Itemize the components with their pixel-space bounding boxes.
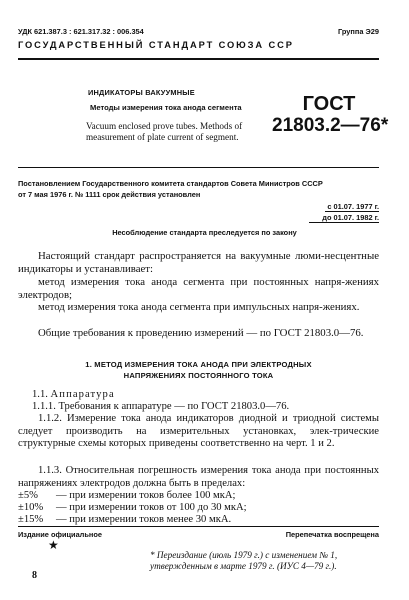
clause-1-1-number: 1.1. <box>32 389 48 400</box>
gost-label: ГОСТ <box>302 93 356 115</box>
title-en: Vacuum enclosed prove tubes. Methods of measurement of plate current of segment. <box>86 121 243 142</box>
effective-date-from: с 01.07. 1977 г. <box>327 202 379 211</box>
decree-line-2: от 7 мая 1976 г. № 1111 срок действия установлен <box>18 190 201 199</box>
group-code: Группа Э29 <box>337 27 379 36</box>
gost-number: 21803.2—76* <box>272 115 389 136</box>
paragraph-intro-text: Настоящий стандарт распространяется на вакуумные люми-несцентные индикаторы и устанавливает: <box>18 250 379 275</box>
accuracy-tolerance: ±15% <box>18 514 44 525</box>
accuracy-item <box>18 490 379 503</box>
star-icon: ★ <box>48 538 59 552</box>
reissue-footnote: * Переиздание (июль 1979 г.) с изменением № 1, утвержденным в марте 1979 г. (ИУС 4—79 г.). <box>150 550 338 572</box>
accuracy-tolerance: ±5% <box>18 490 38 501</box>
clause-1-1 <box>32 389 393 402</box>
paragraph-method-2 <box>18 301 379 314</box>
clause-1-1-3-text: 1.1.3. Относительная погрешность измерения тока анода при постоянных напряжениях электродов должна быть в пределах: <box>18 465 379 489</box>
section-1-heading <box>18 359 379 382</box>
effective-date-to: до 01.07. 1982 г. <box>322 213 379 222</box>
udk-code: УДК 621.387.3 : 621.317.32 : 006.354 <box>18 27 144 36</box>
title-ru: ИНДИКАТОРЫ ВАКУУМНЫЕ <box>88 88 195 97</box>
paragraph-method-2-text: метод измерения тока анода сегмента при импульсных напря-жениях. <box>38 301 360 313</box>
noncompliance-notice: Несоблюдение стандарта преследуется по закону <box>112 228 297 237</box>
accuracy-tolerance: ±10% <box>18 502 44 513</box>
accuracy-condition: — при измерении токов от 100 до 30 мкА; <box>56 502 247 513</box>
decree-line-1: Постановлением Государственного комитета стандартов Совета Министров СССР <box>18 179 323 188</box>
paragraph-general-requirements <box>18 327 379 340</box>
subtitle-ru: Методы измерения тока анода сегмента <box>90 103 242 112</box>
accuracy-condition: — при измерении токов менее 30 мкА. <box>56 514 232 525</box>
date-to-underline <box>309 222 379 223</box>
reprint-prohibited-label: Перепечатка воспрещена <box>285 530 379 539</box>
official-edition-label: Издание официальное <box>18 530 103 539</box>
accuracy-item <box>18 514 379 527</box>
section-1-heading-line-1: 1. МЕТОД ИЗМЕРЕНИЯ ТОКА АНОДА ПРИ ЭЛЕКТРОДНЫХ <box>85 360 312 369</box>
title-rule <box>18 167 379 168</box>
clause-1-1-title: Аппаратура <box>50 389 115 400</box>
clause-1-1-3 <box>18 465 379 490</box>
clause-1-1-2-text: 1.1.2. Измерение тока анода индикаторов диодной и триодной системы следует производить на измерительных установках, элек-трические структурные схемы которых приведены соответственно на черт. 1 и 2. <box>18 413 379 450</box>
footer-rule <box>18 526 379 527</box>
clause-1-1-2 <box>18 413 379 451</box>
standard-header: ГОСУДАРСТВЕННЫЙ СТАНДАРТ СОЮЗА ССР <box>18 40 294 50</box>
header-rule <box>18 58 379 60</box>
date-from-underline <box>325 211 379 212</box>
paragraph-method-1 <box>18 276 379 301</box>
paragraph-intro <box>18 250 379 275</box>
page-number: 8 <box>32 570 37 581</box>
paragraph-method-1-text: метод измерения тока анода сегмента при постоянных напря-жениях электродов; <box>18 276 379 301</box>
section-1-heading-line-2: НАПРЯЖЕНИЯХ ПОСТОЯННОГО ТОКА <box>123 371 274 381</box>
paragraph-general-text: Общие требования к проведению измерений — по ГОСТ 21803.0—76. <box>38 327 364 339</box>
accuracy-item <box>18 502 379 515</box>
accuracy-condition: — при измерении токов более 100 мкА; <box>56 490 236 501</box>
clause-1-1-1: 1.1.1. Требования к аппаратуре — по ГОСТ 21803.0—76. <box>32 401 290 412</box>
